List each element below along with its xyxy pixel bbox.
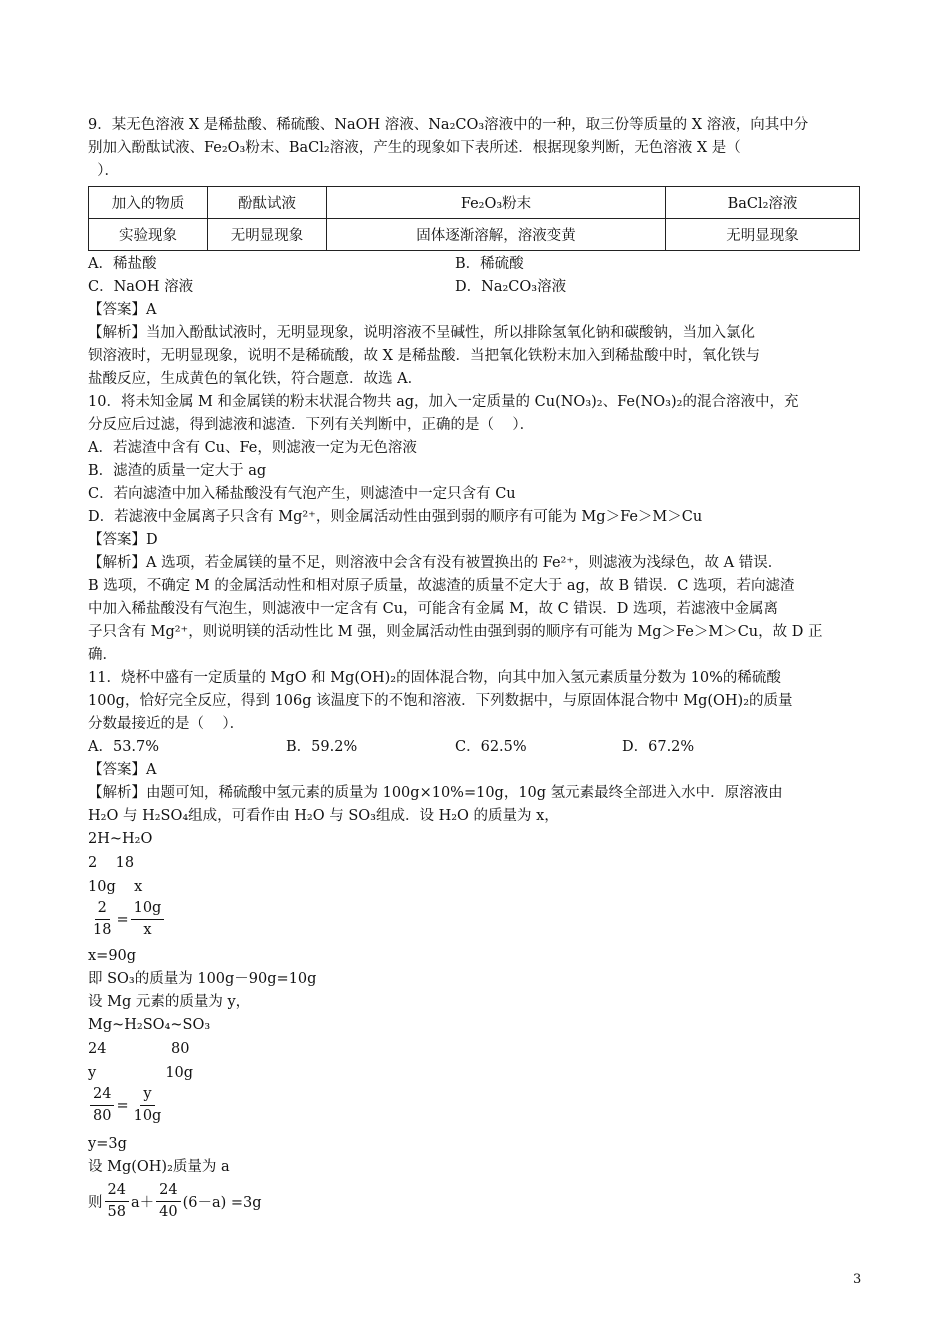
fraction [156, 1180, 180, 1223]
fraction [131, 1084, 165, 1127]
numerator: 24 [105, 1180, 129, 1202]
calc-so3-mass: 即 SO₃的质量为 100g－90g=10g [88, 971, 317, 987]
q9-table [88, 186, 860, 251]
calc-set-a: 设 Mg(OH)₂质量为 a [88, 1159, 230, 1175]
q11-stem-line-1: 11．烧杯中盛有一定质量的 MgO 和 Mg(OH)₂的固体混合物，向其中加入氢元素质量分数为 10%的稀硫酸 [88, 670, 781, 686]
q11-analysis-line-2: H₂O 与 H₂SO₄组成，可看作由 H₂O 与 SO₃组成．设 H₂O 的质量为 x， [88, 808, 559, 824]
q10-answer: 【答案】D [88, 532, 158, 548]
calc-result-y: y=3g [88, 1136, 127, 1152]
q9-analysis-line-3: 盐酸反应，生成黄色的氧化铁，符合题意．故选 A． [88, 371, 423, 387]
calc-ratio-line-2: Mg~H₂SO₄~SO₃ [88, 1017, 211, 1033]
calc-value-line-2: y 10g [88, 1065, 194, 1081]
q9-stem-line-2: 别加入酚酞试液、Fe₂O₃粉末、BaCl₂溶液，产生的现象如下表所述．根据现象判断，无色溶液 X 是（ [88, 140, 741, 156]
q9-option-b: B．稀硫酸 [455, 256, 524, 272]
fraction [131, 898, 165, 941]
q9-analysis-line-2: 钡溶液时，无明显现象，说明不是稀硫酸，故 X 是稀盐酸．当把氧化铁粉末加入到稀盐酸中时，氧化铁与 [88, 348, 761, 364]
numerator: 2 [95, 898, 110, 920]
calc-mass-line-2: 24 80 [88, 1041, 190, 1057]
table-cell: Fe₂O₃粉末 [327, 187, 666, 219]
calc-value-line: 10g x [88, 879, 143, 895]
calc-result-x: x=90g [88, 948, 137, 964]
numerator: 24 [90, 1084, 114, 1106]
q10-analysis-line-5: 确． [88, 647, 117, 663]
fraction [105, 1180, 129, 1223]
q10-stem-line-1: 10．将未知金属 M 和金属镁的粉末状混合物共 ag，加入一定质量的 Cu(NO₃)₂、Fe(NO₃)₂的混合溶液中，充 [88, 394, 799, 410]
equals-sign: = [116, 911, 129, 928]
q11-option-a: A．53.7% [88, 739, 160, 755]
denominator: 18 [93, 922, 112, 938]
q9-analysis-line-1: 【解析】当加入酚酞试液时，无明显现象，说明溶液不呈碱性，所以排除氢氧化钠和碳酸钠，当加入氯化 [88, 325, 755, 341]
q11-stem-line-3: 分数最接近的是（ ）． [88, 716, 245, 732]
q11-option-b: B．59.2% [286, 739, 358, 755]
numerator: 10g [131, 898, 165, 920]
q11-stem-line-2: 100g，恰好完全反应，得到 106g 该温度下的不饱和溶液．下列数据中，与原固体混合物中 Mg(OH)₂的质量 [88, 693, 793, 709]
table-row [89, 187, 860, 219]
q10-option-a: A．若滤渣中含有 Cu、Fe，则滤液一定为无色溶液 [88, 440, 417, 456]
page-number: 3 [853, 1272, 862, 1287]
q9-stem-line-1: 9．某无色溶液 X 是稀盐酸、稀硫酸、NaOH 溶液、Na₂CO₃溶液中的一种，取三份等质量的 X 溶液，向其中分 [88, 117, 809, 133]
calc-set-y: 设 Mg 元素的质量为 y， [88, 994, 251, 1010]
q11-option-c: C．62.5% [455, 739, 527, 755]
q10-analysis-line-4: 子只含有 Mg²⁺，则说明镁的活动性比 M 强，则金属活动性由强到弱的顺序有可能为 Mg＞Fe＞M＞Cu，故 D 正 [88, 624, 823, 640]
table-cell: 加入的物质 [89, 187, 208, 219]
q9-option-d: D．Na₂CO₃溶液 [455, 279, 567, 295]
q10-analysis-line-1: 【解析】A 选项，若金属镁的量不足，则溶液中会含有没有被置换出的 Fe²⁺，则滤液为浅绿色，故 A 错误． [88, 555, 783, 571]
denominator: x [143, 922, 152, 938]
q9-option-c: C．NaOH 溶液 [88, 279, 194, 295]
numerator: 24 [156, 1180, 180, 1202]
table-cell: 酚酞试液 [208, 187, 327, 219]
q10-option-d: D．若滤液中金属离子只含有 Mg²⁺，则金属活动性由强到弱的顺序有可能为 Mg＞Fe＞M＞Cu [88, 509, 703, 525]
table-row [89, 219, 860, 251]
q11-answer: 【答案】A [88, 762, 157, 778]
final-equation [88, 1180, 262, 1223]
q9-stem-line-3: ）． [88, 163, 119, 179]
equation-suffix: (6－a) =3g [182, 1195, 262, 1211]
q10-analysis-line-3: 中加入稀盐酸没有气泡生，则滤液中一定含有 Cu，可能含有金属 M，故 C 错误．D 选项，若滤液中金属离 [88, 601, 779, 617]
equals-sign: = [116, 1097, 129, 1114]
q10-option-b: B．滤渣的质量一定大于 ag [88, 463, 267, 479]
fraction [90, 1084, 114, 1127]
denominator: 58 [107, 1204, 126, 1220]
q9-option-a: A．稀盐酸 [88, 256, 157, 272]
q11-option-d: D．67.2% [622, 739, 695, 755]
q9-answer: 【答案】A [88, 302, 157, 318]
fraction [90, 898, 114, 941]
q11-analysis-line-1: 【解析】由题可知，稀硫酸中氢元素的质量为 100g×10%=10g，10g 氢元素最终全部进入水中．原溶液由 [88, 785, 783, 801]
calc-mass-line: 2 18 [88, 855, 135, 871]
equation-middle: a＋ [130, 1195, 155, 1211]
numerator: y [140, 1084, 154, 1106]
denominator: 80 [93, 1108, 112, 1124]
q10-analysis-line-2: B 选项，不确定 M 的金属活动性和相对原子质量，故滤渣的质量不定大于 ag，故 B 错误．C 选项，若向滤渣 [88, 578, 795, 594]
proportion-equation-2 [88, 1084, 166, 1127]
proportion-equation-1 [88, 898, 166, 941]
q10-stem-line-2: 分反应后过滤，得到滤液和滤渣．下列有关判断中，正确的是（ ）． [88, 417, 535, 433]
table-cell: 无明显现象 [208, 219, 327, 251]
table-cell: BaCl₂溶液 [666, 187, 860, 219]
table-cell: 固体逐渐溶解，溶液变黄 [327, 219, 666, 251]
q10-option-c: C．若向滤渣中加入稀盐酸没有气泡产生，则滤渣中一定只含有 Cu [88, 486, 516, 502]
table-cell: 实验现象 [89, 219, 208, 251]
table-cell: 无明显现象 [666, 219, 860, 251]
calc-ratio-line: 2H~H₂O [88, 831, 153, 847]
denominator: 40 [159, 1204, 178, 1220]
equation-prefix: 则 [88, 1195, 103, 1211]
denominator: 10g [133, 1108, 162, 1124]
